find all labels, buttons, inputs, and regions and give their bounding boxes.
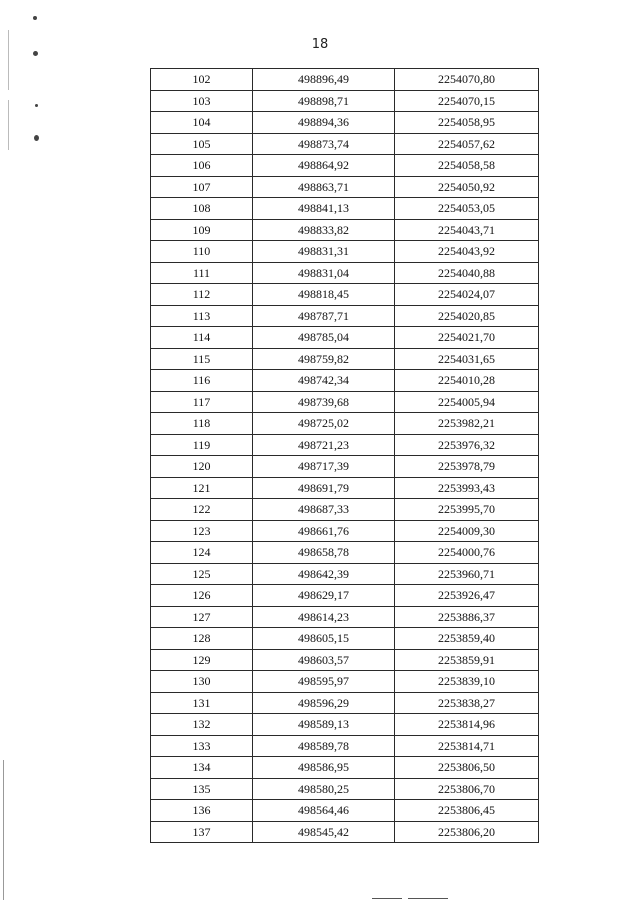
table-row [151, 499, 539, 521]
point-number-cell: 103 [151, 90, 253, 112]
scan-mark [33, 16, 37, 20]
table-row [151, 176, 539, 198]
point-number-cell: 122 [151, 499, 253, 521]
point-number-cell: 133 [151, 735, 253, 757]
table-row [151, 800, 539, 822]
x-coordinate-cell: 498614,23 [253, 606, 395, 628]
y-coordinate-cell: 2254043,92 [395, 241, 539, 263]
point-number-cell: 120 [151, 456, 253, 478]
point-number-cell: 102 [151, 69, 253, 91]
x-coordinate-cell: 498785,04 [253, 327, 395, 349]
point-number-cell: 135 [151, 778, 253, 800]
y-coordinate-cell: 2253859,40 [395, 628, 539, 650]
table-row [151, 327, 539, 349]
x-coordinate-cell: 498564,46 [253, 800, 395, 822]
x-coordinate-cell: 498596,29 [253, 692, 395, 714]
scan-edge-line [3, 760, 4, 900]
point-number-cell: 107 [151, 176, 253, 198]
table-row [151, 649, 539, 671]
point-number-cell: 130 [151, 671, 253, 693]
x-coordinate-cell: 498721,23 [253, 434, 395, 456]
table-row [151, 284, 539, 306]
x-coordinate-cell: 498873,74 [253, 133, 395, 155]
point-number-cell: 114 [151, 327, 253, 349]
y-coordinate-cell: 2254010,28 [395, 370, 539, 392]
table-row [151, 133, 539, 155]
table-row [151, 477, 539, 499]
point-number-cell: 110 [151, 241, 253, 263]
point-number-cell: 126 [151, 585, 253, 607]
point-number-cell: 105 [151, 133, 253, 155]
point-number-cell: 129 [151, 649, 253, 671]
page-number: 18 [311, 37, 329, 52]
point-number-cell: 108 [151, 198, 253, 220]
y-coordinate-cell: 2253814,96 [395, 714, 539, 736]
point-number-cell: 109 [151, 219, 253, 241]
x-coordinate-cell: 498894,36 [253, 112, 395, 134]
x-coordinate-cell: 498841,13 [253, 198, 395, 220]
y-coordinate-cell: 2254070,15 [395, 90, 539, 112]
point-number-cell: 112 [151, 284, 253, 306]
y-coordinate-cell: 2254024,07 [395, 284, 539, 306]
point-number-cell: 116 [151, 370, 253, 392]
point-number-cell: 121 [151, 477, 253, 499]
table-row [151, 671, 539, 693]
x-coordinate-cell: 498896,49 [253, 69, 395, 91]
scan-mark [35, 104, 38, 107]
table-row [151, 628, 539, 650]
table-row [151, 542, 539, 564]
x-coordinate-cell: 498742,34 [253, 370, 395, 392]
x-coordinate-cell: 498818,45 [253, 284, 395, 306]
y-coordinate-cell: 2254005,94 [395, 391, 539, 413]
table-row [151, 90, 539, 112]
table-row [151, 112, 539, 134]
y-coordinate-cell: 2253859,91 [395, 649, 539, 671]
x-coordinate-cell: 498642,39 [253, 563, 395, 585]
y-coordinate-cell: 2253806,70 [395, 778, 539, 800]
x-coordinate-cell: 498687,33 [253, 499, 395, 521]
point-number-cell: 104 [151, 112, 253, 134]
x-coordinate-cell: 498580,25 [253, 778, 395, 800]
table-row [151, 714, 539, 736]
y-coordinate-cell: 2254057,62 [395, 133, 539, 155]
y-coordinate-cell: 2254000,76 [395, 542, 539, 564]
y-coordinate-cell: 2253814,71 [395, 735, 539, 757]
coordinates-table [150, 68, 539, 843]
table-row [151, 606, 539, 628]
table-row [151, 198, 539, 220]
y-coordinate-cell: 2254040,88 [395, 262, 539, 284]
point-number-cell: 137 [151, 821, 253, 843]
x-coordinate-cell: 498787,71 [253, 305, 395, 327]
x-coordinate-cell: 498545,42 [253, 821, 395, 843]
x-coordinate-cell: 498831,31 [253, 241, 395, 263]
x-coordinate-cell: 498725,02 [253, 413, 395, 435]
table-row [151, 305, 539, 327]
y-coordinate-cell: 2254021,70 [395, 327, 539, 349]
table-row [151, 219, 539, 241]
y-coordinate-cell: 2253806,50 [395, 757, 539, 779]
y-coordinate-cell: 2254058,58 [395, 155, 539, 177]
y-coordinate-cell: 2253806,20 [395, 821, 539, 843]
x-coordinate-cell: 498863,71 [253, 176, 395, 198]
y-coordinate-cell: 2254070,80 [395, 69, 539, 91]
point-number-cell: 125 [151, 563, 253, 585]
x-coordinate-cell: 498595,97 [253, 671, 395, 693]
x-coordinate-cell: 498603,57 [253, 649, 395, 671]
y-coordinate-cell: 2254020,85 [395, 305, 539, 327]
table-row [151, 735, 539, 757]
table-row [151, 778, 539, 800]
table-row [151, 692, 539, 714]
table-row [151, 69, 539, 91]
point-number-cell: 115 [151, 348, 253, 370]
point-number-cell: 119 [151, 434, 253, 456]
x-coordinate-cell: 498629,17 [253, 585, 395, 607]
table-row [151, 757, 539, 779]
y-coordinate-cell: 2253839,10 [395, 671, 539, 693]
x-coordinate-cell: 498589,13 [253, 714, 395, 736]
table-row [151, 563, 539, 585]
y-coordinate-cell: 2254031,65 [395, 348, 539, 370]
x-coordinate-cell: 498605,15 [253, 628, 395, 650]
table-row [151, 391, 539, 413]
point-number-cell: 131 [151, 692, 253, 714]
table-row [151, 821, 539, 843]
table-row [151, 413, 539, 435]
x-coordinate-cell: 498717,39 [253, 456, 395, 478]
x-coordinate-cell: 498691,79 [253, 477, 395, 499]
point-number-cell: 128 [151, 628, 253, 650]
point-number-cell: 117 [151, 391, 253, 413]
x-coordinate-cell: 498739,68 [253, 391, 395, 413]
point-number-cell: 118 [151, 413, 253, 435]
y-coordinate-cell: 2253995,70 [395, 499, 539, 521]
y-coordinate-cell: 2253886,37 [395, 606, 539, 628]
table-row [151, 241, 539, 263]
y-coordinate-cell: 2253806,45 [395, 800, 539, 822]
x-coordinate-cell: 498898,71 [253, 90, 395, 112]
table-row [151, 262, 539, 284]
table-row [151, 520, 539, 542]
x-coordinate-cell: 498864,92 [253, 155, 395, 177]
footer-rule [408, 898, 448, 899]
table-row [151, 370, 539, 392]
y-coordinate-cell: 2254043,71 [395, 219, 539, 241]
x-coordinate-cell: 498589,78 [253, 735, 395, 757]
point-number-cell: 111 [151, 262, 253, 284]
x-coordinate-cell: 498833,82 [253, 219, 395, 241]
point-number-cell: 127 [151, 606, 253, 628]
point-number-cell: 113 [151, 305, 253, 327]
scan-edge-line [8, 100, 9, 150]
y-coordinate-cell: 2254050,92 [395, 176, 539, 198]
y-coordinate-cell: 2253982,21 [395, 413, 539, 435]
y-coordinate-cell: 2253976,32 [395, 434, 539, 456]
table-row [151, 348, 539, 370]
x-coordinate-cell: 498658,78 [253, 542, 395, 564]
y-coordinate-cell: 2253978,79 [395, 456, 539, 478]
scan-mark [34, 135, 39, 141]
table-row [151, 456, 539, 478]
footer-rule [372, 898, 402, 899]
y-coordinate-cell: 2254058,95 [395, 112, 539, 134]
point-number-cell: 132 [151, 714, 253, 736]
table-row [151, 155, 539, 177]
x-coordinate-cell: 498586,95 [253, 757, 395, 779]
x-coordinate-cell: 498759,82 [253, 348, 395, 370]
y-coordinate-cell: 2253960,71 [395, 563, 539, 585]
coordinates-table-body [151, 69, 539, 843]
y-coordinate-cell: 2253926,47 [395, 585, 539, 607]
x-coordinate-cell: 498661,76 [253, 520, 395, 542]
table-row [151, 585, 539, 607]
y-coordinate-cell: 2254009,30 [395, 520, 539, 542]
point-number-cell: 124 [151, 542, 253, 564]
point-number-cell: 123 [151, 520, 253, 542]
x-coordinate-cell: 498831,04 [253, 262, 395, 284]
y-coordinate-cell: 2253993,43 [395, 477, 539, 499]
point-number-cell: 106 [151, 155, 253, 177]
point-number-cell: 134 [151, 757, 253, 779]
table-row [151, 434, 539, 456]
y-coordinate-cell: 2253838,27 [395, 692, 539, 714]
point-number-cell: 136 [151, 800, 253, 822]
y-coordinate-cell: 2254053,05 [395, 198, 539, 220]
